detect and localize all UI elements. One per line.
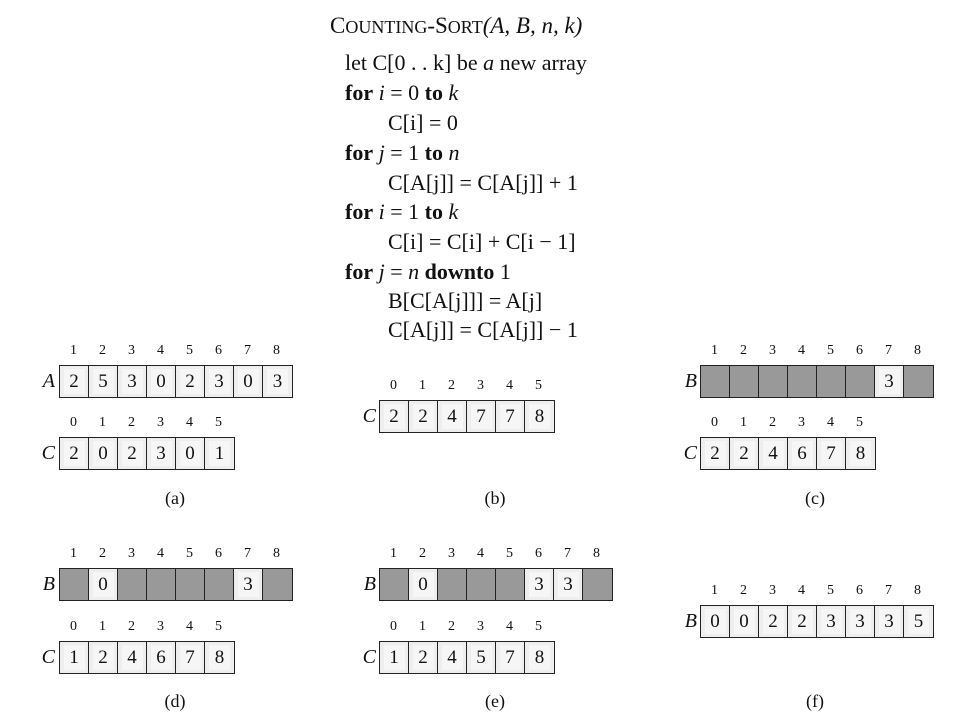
- array-cell-value: 7: [821, 441, 842, 466]
- array-index: 1: [740, 415, 747, 430]
- array-cell: [118, 438, 147, 469]
- array-cell: [875, 366, 904, 397]
- array-cell: [89, 569, 118, 600]
- array-cell-value: 0: [238, 369, 259, 394]
- array-index: 5: [186, 546, 193, 561]
- array-index: 1: [419, 619, 426, 634]
- array-index: 3: [448, 546, 455, 561]
- array-index: 0: [70, 415, 77, 430]
- array-cell: [147, 438, 176, 469]
- array-cell-value: 8: [529, 404, 550, 429]
- title-s: S: [435, 13, 448, 38]
- array-cell-value: 1: [209, 441, 230, 466]
- array-cell: [438, 401, 467, 432]
- array-cell-value: 2: [413, 645, 434, 670]
- array-cell: [525, 642, 554, 673]
- array-cell: [176, 438, 205, 469]
- array-cell-empty: [380, 569, 409, 600]
- array-label: B: [684, 610, 697, 632]
- array-cell: [380, 401, 409, 432]
- array-cell-empty: [701, 366, 730, 397]
- array-index: 8: [273, 546, 280, 561]
- array-index: 1: [99, 619, 106, 634]
- array-cell-empty: [817, 366, 846, 397]
- array-index: 4: [798, 583, 805, 598]
- array-index: 6: [215, 343, 222, 358]
- array-cell-value: 2: [705, 441, 726, 466]
- title-dash: -: [427, 13, 435, 38]
- array-cell-value: 0: [93, 441, 114, 466]
- array-index: 5: [186, 343, 193, 358]
- array-cell-value: 3: [879, 609, 900, 634]
- array-cells: [700, 605, 934, 638]
- array-cells: [379, 568, 613, 601]
- array-index: 7: [564, 546, 571, 561]
- array-label: B: [42, 573, 55, 595]
- pseudocode-line: C[i] = 0: [388, 110, 458, 135]
- array-cells: [700, 365, 934, 398]
- array-cell: [234, 366, 263, 397]
- array-index: 4: [186, 619, 193, 634]
- array-cell-value: 0: [705, 609, 726, 634]
- array-index: 7: [885, 343, 892, 358]
- array-cell-value: 0: [180, 441, 201, 466]
- array-cells: [379, 641, 555, 674]
- array-cell-empty: [730, 366, 759, 397]
- array-index: 2: [419, 546, 426, 561]
- array-cell: [525, 569, 554, 600]
- array-cell: [205, 642, 234, 673]
- panel-caption: (d): [164, 691, 186, 711]
- array-index: 2: [448, 619, 455, 634]
- array-index: 4: [477, 546, 484, 561]
- array-cell-value: 7: [500, 645, 521, 670]
- array-index: 2: [99, 343, 106, 358]
- array-index: 5: [827, 583, 834, 598]
- array-cell: [525, 401, 554, 432]
- array-cell-value: 7: [471, 404, 492, 429]
- array-label: A: [42, 370, 55, 392]
- array-cell-value: 2: [180, 369, 201, 394]
- array-cell: [701, 438, 730, 469]
- array-cell: [263, 366, 292, 397]
- array-cell-value: 3: [821, 609, 842, 634]
- array-cell-value: 5: [471, 645, 492, 670]
- array-cell: [205, 366, 234, 397]
- array-index: 5: [535, 619, 542, 634]
- array-index: 6: [856, 583, 863, 598]
- array-cell: [409, 642, 438, 673]
- array-cell: [438, 642, 467, 673]
- panel-caption: (e): [485, 691, 505, 711]
- array-cell-empty: [788, 366, 817, 397]
- array-cell: [467, 642, 496, 673]
- array-cell-value: 2: [64, 369, 85, 394]
- array-cell-value: 3: [850, 609, 871, 634]
- array-cell: [176, 366, 205, 397]
- array-cell: [554, 569, 583, 600]
- array-cell: [467, 401, 496, 432]
- array-index: 0: [390, 378, 397, 393]
- array-cell-value: 0: [151, 369, 172, 394]
- pseudocode-line: B[C[A[j]]] = A[j]: [388, 288, 543, 313]
- array-cell: [788, 438, 817, 469]
- array-label: C: [362, 405, 376, 427]
- array-index: 2: [740, 583, 747, 598]
- array-cell: [60, 642, 89, 673]
- array-index: 4: [506, 619, 513, 634]
- array-label: C: [683, 442, 697, 464]
- array-cells: [59, 365, 293, 398]
- array-cell-empty: [904, 366, 933, 397]
- array-index: 0: [711, 415, 718, 430]
- array-cell-empty: [846, 366, 875, 397]
- array-cell-value: 2: [64, 441, 85, 466]
- array-cell: [380, 642, 409, 673]
- pseudocode-line: for i = 1 to k: [345, 199, 459, 224]
- array-label: C: [41, 646, 55, 668]
- pseudocode-line: for j = n downto 1: [345, 259, 511, 284]
- array-index: 5: [506, 546, 513, 561]
- array-index: 8: [593, 546, 600, 561]
- array-index: 1: [711, 583, 718, 598]
- array-cell: [147, 366, 176, 397]
- array-index: 3: [128, 343, 135, 358]
- array-index: 5: [215, 619, 222, 634]
- array-cell-value: 3: [122, 369, 143, 394]
- array-index: 6: [535, 546, 542, 561]
- array-cell-empty: [496, 569, 525, 600]
- array-label: C: [362, 646, 376, 668]
- array-index: 8: [914, 583, 921, 598]
- array-cell-value: 4: [442, 645, 463, 670]
- array-cell-value: 0: [413, 572, 434, 597]
- array-index: 2: [448, 378, 455, 393]
- array-cell-value: 5: [908, 609, 929, 634]
- array-index: 2: [128, 415, 135, 430]
- array-index: 3: [157, 619, 164, 634]
- array-index: 3: [769, 343, 776, 358]
- array-cell-value: 2: [734, 441, 755, 466]
- array-cell-value: 3: [267, 369, 288, 394]
- array-cell: [176, 642, 205, 673]
- array-cells: [59, 437, 235, 470]
- array-cell: [89, 366, 118, 397]
- array-cell-value: 2: [763, 609, 784, 634]
- array-cell-value: 3: [151, 441, 172, 466]
- array-cell-value: 6: [151, 645, 172, 670]
- array-cell-value: 6: [792, 441, 813, 466]
- array-index: 1: [390, 546, 397, 561]
- array-cell: [118, 642, 147, 673]
- array-cell-empty: [205, 569, 234, 600]
- array-cell-empty: [438, 569, 467, 600]
- array-cell: [817, 606, 846, 637]
- algorithm-title: [330, 13, 582, 39]
- array-index: 1: [70, 343, 77, 358]
- array-index: 6: [215, 546, 222, 561]
- array-index: 3: [477, 378, 484, 393]
- panel-caption: (f): [806, 691, 824, 711]
- pseudocode-line: let C[0 . . k] be a new array: [345, 50, 587, 75]
- array-index: 8: [914, 343, 921, 358]
- array-cell-empty: [147, 569, 176, 600]
- array-cell-value: 2: [122, 441, 143, 466]
- array-cell-value: 2: [93, 645, 114, 670]
- array-cell-value: 7: [180, 645, 201, 670]
- array-cell: [846, 438, 875, 469]
- array-cell-value: 4: [763, 441, 784, 466]
- array-cell: [730, 606, 759, 637]
- array-index: 4: [798, 343, 805, 358]
- array-cell-empty: [759, 366, 788, 397]
- array-cell-value: 2: [413, 404, 434, 429]
- array-cell-value: 3: [238, 572, 259, 597]
- array-cell-value: 8: [529, 645, 550, 670]
- array-cell: [60, 366, 89, 397]
- array-index: 3: [128, 546, 135, 561]
- array-cell-empty: [467, 569, 496, 600]
- array-cell-value: 4: [122, 645, 143, 670]
- array-cell: [904, 606, 933, 637]
- pseudocode-line: for i = 0 to k: [345, 80, 459, 105]
- array-cell: [496, 401, 525, 432]
- array-cell: [817, 438, 846, 469]
- array-index: 2: [128, 619, 135, 634]
- array-cell: [846, 606, 875, 637]
- array-index: 5: [856, 415, 863, 430]
- array-cell-empty: [263, 569, 292, 600]
- array-label: C: [41, 442, 55, 464]
- array-cell: [759, 606, 788, 637]
- array-index: 2: [769, 415, 776, 430]
- array-cell: [788, 606, 817, 637]
- array-index: 7: [885, 583, 892, 598]
- array-cell: [89, 642, 118, 673]
- array-index: 3: [798, 415, 805, 430]
- array-index: 3: [769, 583, 776, 598]
- panel-caption: (b): [484, 488, 506, 508]
- array-cell: [496, 642, 525, 673]
- array-cells: [59, 568, 293, 601]
- array-cell: [118, 366, 147, 397]
- array-cell: [730, 438, 759, 469]
- array-label: B: [684, 370, 697, 392]
- array-cell: [147, 642, 176, 673]
- array-index: 1: [99, 415, 106, 430]
- panel-caption: (c): [805, 488, 825, 508]
- array-cells: [379, 400, 555, 433]
- array-index: 5: [827, 343, 834, 358]
- array-cell: [875, 606, 904, 637]
- array-index: 3: [157, 415, 164, 430]
- array-index: 5: [215, 415, 222, 430]
- array-cell: [409, 569, 438, 600]
- array-cell-value: 7: [500, 404, 521, 429]
- array-index: 5: [535, 378, 542, 393]
- array-cell-value: 8: [850, 441, 871, 466]
- array-cell-value: 1: [64, 645, 85, 670]
- array-cell: [409, 401, 438, 432]
- array-index: 4: [827, 415, 834, 430]
- title-c: C: [330, 13, 346, 38]
- array-index: 2: [740, 343, 747, 358]
- array-index: 1: [70, 546, 77, 561]
- array-cell: [234, 569, 263, 600]
- array-index: 4: [506, 378, 513, 393]
- array-index: 7: [244, 546, 251, 561]
- array-cell-empty: [118, 569, 147, 600]
- array-cell-value: 5: [93, 369, 114, 394]
- array-cell-value: 3: [529, 572, 550, 597]
- panel-caption: (a): [165, 488, 185, 508]
- array-index: 0: [70, 619, 77, 634]
- array-index: 4: [157, 546, 164, 561]
- array-cells: [59, 641, 235, 674]
- array-cell-value: 3: [879, 369, 900, 394]
- array-cell-empty: [176, 569, 205, 600]
- array-index: 6: [856, 343, 863, 358]
- array-cell: [89, 438, 118, 469]
- array-index: 0: [390, 619, 397, 634]
- array-index: 4: [157, 343, 164, 358]
- array-index: 1: [419, 378, 426, 393]
- array-cells: [700, 437, 876, 470]
- array-index: 2: [99, 546, 106, 561]
- array-cell-value: 0: [734, 609, 755, 634]
- array-cell: [759, 438, 788, 469]
- array-cell-value: 3: [209, 369, 230, 394]
- pseudocode-line: C[A[j]] = C[A[j]] + 1: [388, 170, 578, 195]
- array-cell-value: 3: [558, 572, 579, 597]
- array-cell: [60, 438, 89, 469]
- array-cell-value: 1: [384, 645, 405, 670]
- array-cell-value: 8: [209, 645, 230, 670]
- array-index: 1: [711, 343, 718, 358]
- array-index: 4: [186, 415, 193, 430]
- pseudocode-line: C[A[j]] = C[A[j]] − 1: [388, 317, 578, 342]
- title-ounting: OUNTING: [345, 17, 428, 37]
- array-index: 8: [273, 343, 280, 358]
- array-cell-value: 0: [93, 572, 114, 597]
- title-args: (A, B, n, k): [482, 13, 583, 38]
- array-cell-value: 4: [442, 404, 463, 429]
- array-label: B: [363, 573, 376, 595]
- array-cell-value: 2: [792, 609, 813, 634]
- array-cell-empty: [60, 569, 89, 600]
- pseudocode-line: for j = 1 to n: [345, 140, 460, 165]
- array-cell: [701, 606, 730, 637]
- array-index: 3: [477, 619, 484, 634]
- array-index: 7: [244, 343, 251, 358]
- pseudocode-line: C[i] = C[i] + C[i − 1]: [388, 229, 576, 254]
- array-cell-value: 2: [384, 404, 405, 429]
- array-cell-empty: [583, 569, 612, 600]
- title-ort: ORT: [447, 17, 483, 37]
- array-cell: [205, 438, 234, 469]
